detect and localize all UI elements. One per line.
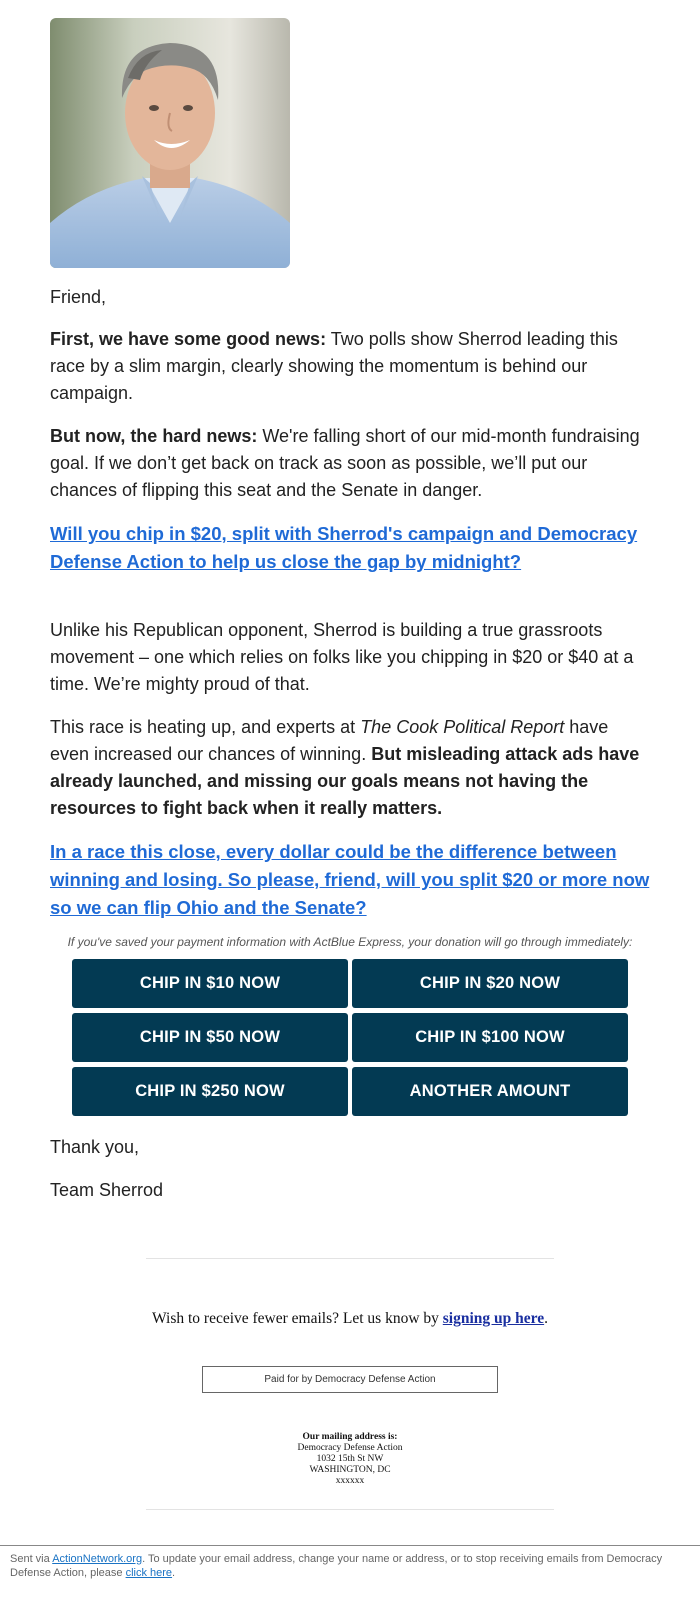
- unsubscribe-link[interactable]: click here: [125, 1566, 173, 1579]
- divider: [146, 1509, 554, 1510]
- another-amount-button[interactable]: ANOTHER AMOUNT: [352, 1067, 628, 1116]
- footer-divider: [0, 1545, 700, 1546]
- mailing-address: [0, 1432, 700, 1487]
- mailing-street: 1032 15th St NW: [316, 1454, 384, 1464]
- actblue-express-note: If you've saved your payment information with ActBlue Express, your donation will go through immediately:: [67, 935, 633, 949]
- donate-link-flip-ohio[interactable]: In a race this close, every dollar could be the difference between winning and losing. So please, friend, will you split $20 or more now so we can flip Ohio and the Senate?: [50, 841, 650, 918]
- chip-in-250-button[interactable]: CHIP IN $250 NOW: [72, 1067, 348, 1116]
- chip-in-10-button[interactable]: CHIP IN $10 NOW: [72, 959, 348, 1008]
- attack-ads-warning: But misleading attack ads have already launched, and missing our goals means not having the resources to fight back when it really matters.: [50, 744, 640, 818]
- donate-link-1-container: [50, 520, 650, 576]
- donation-button-grid: [72, 959, 628, 1116]
- chip-in-20-button[interactable]: CHIP IN $20 NOW: [352, 959, 628, 1008]
- hard-news-lead: But now, the hard news:: [50, 426, 258, 446]
- mailing-zip: xxxxxx: [335, 1476, 365, 1486]
- divider: [146, 1258, 554, 1259]
- donate-link-2-container: [50, 838, 650, 922]
- race-text-before: This race is heating up, and experts at: [50, 717, 361, 737]
- mailing-city: WASHINGTON, DC: [309, 1465, 391, 1475]
- race-text-after: have even increased our chances of winning.: [50, 717, 609, 764]
- paragraph-hard-news: [50, 423, 650, 504]
- paragraph-good-news: [50, 326, 650, 407]
- chip-in-100-button[interactable]: CHIP IN $100 NOW: [352, 1013, 628, 1062]
- paid-for-disclaimer: Paid for by Democracy Defense Action: [202, 1366, 498, 1393]
- chip-in-50-button[interactable]: CHIP IN $50 NOW: [72, 1013, 348, 1062]
- greeting: Friend,: [50, 287, 107, 307]
- good-news-text: Two polls show Sherrod leading this race by a slim margin, clearly showing the momentum is behind our campaign.: [50, 329, 618, 403]
- fewer-emails-text: Wish to receive fewer emails? Let us know by: [152, 1310, 443, 1327]
- footer-text: Sent via ActionNetwork.org. To update your email address, change your name or address, or to stop receiving emails from Democracy Defense Action, please click here.: [10, 1553, 663, 1579]
- paragraph-grassroots: Unlike his Republican opponent, Sherrod is building a true grassroots movement – one which relies on folks like you chipping in $20 or $40 at a time. We’re mighty proud of that.: [50, 620, 634, 694]
- cook-report-title: The Cook Political Report: [360, 717, 565, 737]
- good-news-lead: First, we have some good news:: [50, 329, 327, 349]
- candidate-photo: [50, 18, 290, 268]
- candidate-portrait-image: [50, 18, 290, 268]
- mailing-heading: Our mailing address is:: [302, 1432, 398, 1442]
- actionnetwork-link[interactable]: ActionNetwork.org: [52, 1553, 143, 1565]
- mailing-org: Democracy Defense Action: [297, 1443, 403, 1453]
- closing-signature: Team Sherrod: [50, 1180, 164, 1200]
- paragraph-race-heating: [50, 714, 650, 822]
- fewer-emails-line: Wish to receive fewer emails? Let us know by signing up here.: [152, 1310, 548, 1327]
- donate-link-chip-in-20[interactable]: Will you chip in $20, split with Sherrod's campaign and Democracy Defense Action to help us close the gap by midnight?: [50, 523, 638, 572]
- signing-up-link[interactable]: signing up here: [442, 1310, 545, 1327]
- closing-thanks: Thank you,: [50, 1137, 140, 1157]
- hard-news-text: We're falling short of our mid-month fundraising goal. If we don’t get back on track as soon as possible, we’ll put our chances of flipping this seat and the Senate in danger.: [50, 426, 640, 500]
